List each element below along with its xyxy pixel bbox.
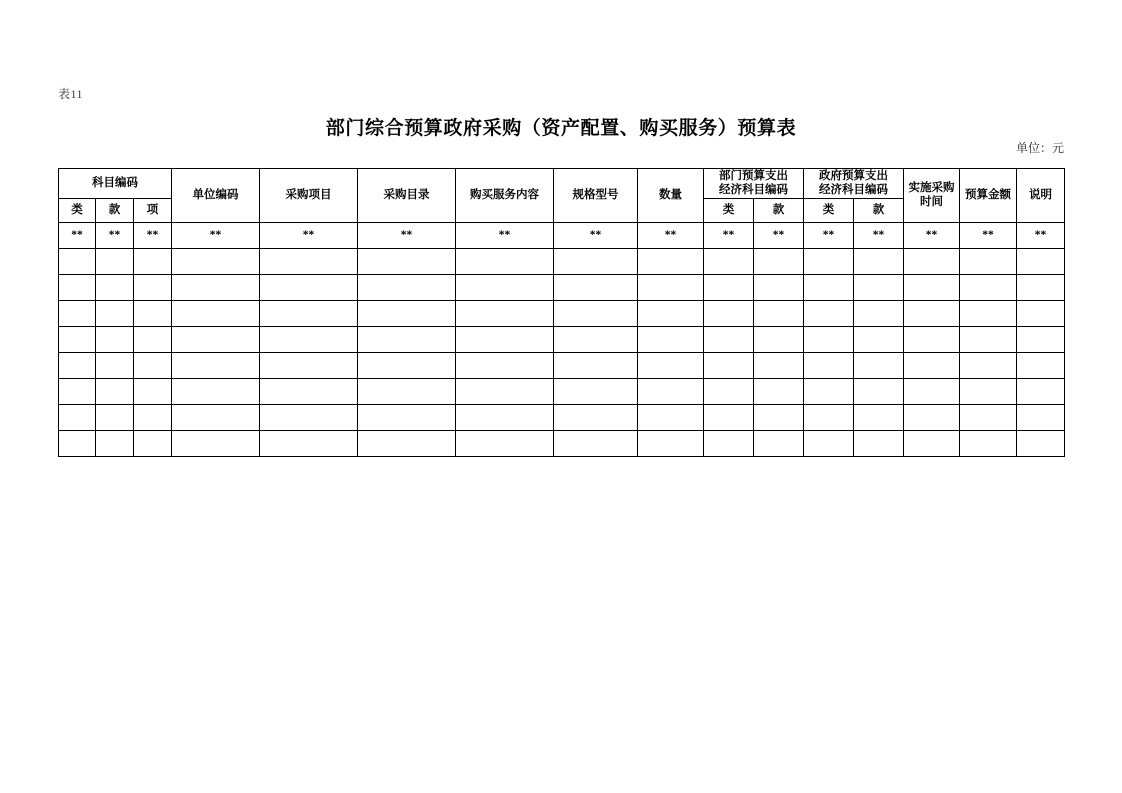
cell-subject-class[interactable] bbox=[59, 378, 96, 404]
cell-remark[interactable] bbox=[1017, 430, 1065, 456]
table-row bbox=[59, 378, 1065, 404]
cell-gov-budget-class[interactable] bbox=[804, 378, 854, 404]
cell-gov-budget-section[interactable] bbox=[854, 274, 904, 300]
cell-gov-budget-section[interactable] bbox=[854, 300, 904, 326]
cell-subject-class[interactable] bbox=[59, 248, 96, 274]
cell-subject-section[interactable]: ** bbox=[96, 222, 134, 248]
cell-subject-item[interactable] bbox=[134, 352, 172, 378]
cell-remark[interactable]: ** bbox=[1017, 222, 1065, 248]
header-subject-code-section: 款 bbox=[96, 198, 134, 222]
budget-table bbox=[58, 168, 1065, 457]
cell-quantity[interactable] bbox=[638, 430, 704, 456]
cell-spec-model[interactable] bbox=[554, 248, 638, 274]
cell-budget-amount[interactable] bbox=[960, 274, 1017, 300]
header-implement-time-line1: 实施采购 bbox=[908, 182, 955, 194]
cell-service-content[interactable] bbox=[456, 300, 554, 326]
cell-purchase-catalog[interactable] bbox=[358, 326, 456, 352]
cell-remark[interactable] bbox=[1017, 352, 1065, 378]
table-row bbox=[59, 404, 1065, 430]
cell-quantity[interactable] bbox=[638, 300, 704, 326]
cell-gov-budget-section[interactable] bbox=[854, 352, 904, 378]
cell-purchase-item[interactable] bbox=[260, 404, 358, 430]
cell-budget-amount[interactable] bbox=[960, 352, 1017, 378]
header-service-content: 购买服务内容 bbox=[456, 169, 554, 223]
unit-note: 单位：元 bbox=[1015, 141, 1064, 155]
header-quantity: 数量 bbox=[638, 169, 704, 223]
table-row bbox=[59, 352, 1065, 378]
cell-gov-budget-section[interactable] bbox=[854, 326, 904, 352]
header-gov-budget-section: 款 bbox=[854, 198, 904, 222]
cell-subject-class[interactable] bbox=[59, 352, 96, 378]
cell-subject-class[interactable] bbox=[59, 430, 96, 456]
cell-remark[interactable] bbox=[1017, 274, 1065, 300]
header-remark: 说明 bbox=[1017, 169, 1065, 223]
cell-service-content[interactable] bbox=[456, 248, 554, 274]
cell-gov-budget-section[interactable] bbox=[854, 404, 904, 430]
header-implement-time-line2: 时间 bbox=[920, 196, 944, 209]
cell-quantity[interactable] bbox=[638, 404, 704, 430]
cell-subject-item[interactable] bbox=[134, 300, 172, 326]
cell-service-content[interactable]: ** bbox=[456, 222, 554, 248]
cell-subject-item[interactable] bbox=[134, 326, 172, 352]
cell-budget-amount[interactable] bbox=[960, 430, 1017, 456]
cell-spec-model[interactable] bbox=[554, 352, 638, 378]
cell-purchase-catalog[interactable] bbox=[358, 404, 456, 430]
cell-service-content[interactable] bbox=[456, 378, 554, 404]
cell-dept-budget-class[interactable] bbox=[704, 352, 754, 378]
cell-subject-class[interactable]: ** bbox=[59, 222, 96, 248]
cell-budget-amount[interactable] bbox=[960, 248, 1017, 274]
cell-dept-budget-class[interactable] bbox=[704, 404, 754, 430]
header-implement-time bbox=[904, 169, 960, 223]
cell-gov-budget-section[interactable] bbox=[854, 378, 904, 404]
header-purchase-catalog: 采购目录 bbox=[358, 169, 456, 223]
cell-gov-budget-class[interactable] bbox=[804, 352, 854, 378]
cell-gov-budget-section[interactable] bbox=[854, 430, 904, 456]
cell-service-content[interactable] bbox=[456, 274, 554, 300]
cell-purchase-item[interactable] bbox=[260, 430, 358, 456]
cell-dept-budget-class[interactable]: ** bbox=[704, 222, 754, 248]
cell-dept-budget-class[interactable] bbox=[704, 274, 754, 300]
cell-dept-budget-section[interactable] bbox=[754, 352, 804, 378]
cell-dept-budget-class[interactable] bbox=[704, 430, 754, 456]
cell-subject-item[interactable] bbox=[134, 430, 172, 456]
table-header-row-1 bbox=[59, 169, 1065, 199]
cell-spec-model[interactable] bbox=[554, 274, 638, 300]
cell-dept-budget-section[interactable] bbox=[754, 248, 804, 274]
cell-unit-code[interactable] bbox=[172, 430, 260, 456]
cell-gov-budget-class[interactable] bbox=[804, 300, 854, 326]
cell-remark[interactable] bbox=[1017, 326, 1065, 352]
cell-quantity[interactable] bbox=[638, 274, 704, 300]
cell-gov-budget-class[interactable] bbox=[804, 326, 854, 352]
cell-service-content[interactable] bbox=[456, 430, 554, 456]
cell-purchase-catalog[interactable] bbox=[358, 300, 456, 326]
cell-subject-class[interactable] bbox=[59, 300, 96, 326]
header-subject-code-group: 科目编码 bbox=[59, 169, 172, 199]
cell-spec-model[interactable]: ** bbox=[554, 222, 638, 248]
cell-gov-budget-class[interactable] bbox=[804, 274, 854, 300]
cell-dept-budget-class[interactable] bbox=[704, 300, 754, 326]
table-row bbox=[59, 222, 1065, 248]
header-gov-budget-line2: 经济科目编码 bbox=[819, 184, 889, 197]
cell-dept-budget-section[interactable] bbox=[754, 326, 804, 352]
table-row bbox=[59, 274, 1065, 300]
cell-subject-section[interactable] bbox=[96, 378, 134, 404]
cell-spec-model[interactable] bbox=[554, 300, 638, 326]
cell-remark[interactable] bbox=[1017, 300, 1065, 326]
cell-purchase-item[interactable] bbox=[260, 352, 358, 378]
cell-gov-budget-class[interactable] bbox=[804, 248, 854, 274]
cell-remark[interactable] bbox=[1017, 378, 1065, 404]
cell-subject-section[interactable] bbox=[96, 404, 134, 430]
table-row bbox=[59, 300, 1065, 326]
cell-gov-budget-section[interactable] bbox=[854, 248, 904, 274]
table-row bbox=[59, 248, 1065, 274]
cell-dept-budget-section[interactable]: ** bbox=[754, 222, 804, 248]
cell-implement-time[interactable] bbox=[904, 274, 960, 300]
cell-subject-class[interactable] bbox=[59, 274, 96, 300]
header-subject-code-class: 类 bbox=[59, 198, 96, 222]
cell-dept-budget-class[interactable] bbox=[704, 326, 754, 352]
cell-dept-budget-section[interactable] bbox=[754, 430, 804, 456]
cell-purchase-catalog[interactable] bbox=[358, 352, 456, 378]
header-gov-budget-group bbox=[804, 169, 904, 199]
cell-unit-code[interactable]: ** bbox=[172, 222, 260, 248]
cell-purchase-item[interactable] bbox=[260, 326, 358, 352]
cell-purchase-item[interactable] bbox=[260, 300, 358, 326]
cell-budget-amount[interactable] bbox=[960, 326, 1017, 352]
cell-quantity[interactable] bbox=[638, 378, 704, 404]
header-gov-budget-class: 类 bbox=[804, 198, 854, 222]
cell-purchase-item[interactable] bbox=[260, 274, 358, 300]
cell-purchase-catalog[interactable] bbox=[358, 378, 456, 404]
cell-subject-section[interactable] bbox=[96, 352, 134, 378]
cell-implement-time[interactable] bbox=[904, 404, 960, 430]
cell-spec-model[interactable] bbox=[554, 378, 638, 404]
cell-spec-model[interactable] bbox=[554, 404, 638, 430]
cell-subject-item[interactable] bbox=[134, 404, 172, 430]
header-dept-budget-section: 款 bbox=[754, 198, 804, 222]
cell-implement-time[interactable] bbox=[904, 300, 960, 326]
page-title: 部门综合预算政府采购（资产配置、购买服务）预算表 bbox=[325, 118, 797, 139]
form-number-label: 表11 bbox=[58, 87, 84, 101]
header-budget-amount: 预算金额 bbox=[960, 169, 1017, 223]
cell-service-content[interactable] bbox=[456, 404, 554, 430]
cell-implement-time[interactable] bbox=[904, 352, 960, 378]
header-dept-budget-line1: 部门预算支出 bbox=[719, 170, 789, 182]
cell-quantity[interactable] bbox=[638, 352, 704, 378]
cell-remark[interactable] bbox=[1017, 404, 1065, 430]
cell-dept-budget-section[interactable] bbox=[754, 378, 804, 404]
cell-unit-code[interactable] bbox=[172, 274, 260, 300]
cell-purchase-catalog[interactable] bbox=[358, 248, 456, 274]
header-purchase-item: 采购项目 bbox=[260, 169, 358, 223]
cell-quantity[interactable]: ** bbox=[638, 222, 704, 248]
cell-subject-item[interactable] bbox=[134, 248, 172, 274]
header-spec-model: 规格型号 bbox=[554, 169, 638, 223]
cell-implement-time[interactable] bbox=[904, 378, 960, 404]
cell-gov-budget-class[interactable]: ** bbox=[804, 222, 854, 248]
cell-budget-amount[interactable] bbox=[960, 300, 1017, 326]
table-row bbox=[59, 326, 1065, 352]
header-dept-budget-class: 类 bbox=[704, 198, 754, 222]
cell-gov-budget-class[interactable] bbox=[804, 430, 854, 456]
cell-subject-item[interactable]: ** bbox=[134, 222, 172, 248]
cell-purchase-catalog[interactable] bbox=[358, 430, 456, 456]
cell-purchase-item[interactable]: ** bbox=[260, 222, 358, 248]
cell-subject-item[interactable] bbox=[134, 378, 172, 404]
cell-quantity[interactable] bbox=[638, 248, 704, 274]
cell-service-content[interactable] bbox=[456, 326, 554, 352]
cell-subject-section[interactable] bbox=[96, 300, 134, 326]
cell-budget-amount[interactable]: ** bbox=[960, 222, 1017, 248]
cell-dept-budget-class[interactable] bbox=[704, 248, 754, 274]
cell-quantity[interactable] bbox=[638, 326, 704, 352]
cell-purchase-item[interactable] bbox=[260, 248, 358, 274]
cell-gov-budget-section[interactable]: ** bbox=[854, 222, 904, 248]
cell-subject-section[interactable] bbox=[96, 274, 134, 300]
table-row bbox=[59, 430, 1065, 456]
cell-subject-item[interactable] bbox=[134, 274, 172, 300]
cell-unit-code[interactable] bbox=[172, 404, 260, 430]
cell-gov-budget-class[interactable] bbox=[804, 404, 854, 430]
cell-unit-code[interactable] bbox=[172, 352, 260, 378]
cell-subject-class[interactable] bbox=[59, 404, 96, 430]
cell-subject-section[interactable] bbox=[96, 248, 134, 274]
cell-budget-amount[interactable] bbox=[960, 378, 1017, 404]
cell-purchase-catalog[interactable]: ** bbox=[358, 222, 456, 248]
cell-dept-budget-section[interactable] bbox=[754, 274, 804, 300]
cell-subject-class[interactable] bbox=[59, 326, 96, 352]
cell-implement-time[interactable] bbox=[904, 430, 960, 456]
cell-implement-time[interactable] bbox=[904, 326, 960, 352]
cell-remark[interactable] bbox=[1017, 248, 1065, 274]
cell-spec-model[interactable] bbox=[554, 430, 638, 456]
cell-spec-model[interactable] bbox=[554, 326, 638, 352]
cell-purchase-catalog[interactable] bbox=[358, 274, 456, 300]
header-subject-code-item: 项 bbox=[134, 198, 172, 222]
cell-unit-code[interactable] bbox=[172, 378, 260, 404]
cell-dept-budget-section[interactable] bbox=[754, 300, 804, 326]
cell-unit-code[interactable] bbox=[172, 300, 260, 326]
cell-dept-budget-class[interactable] bbox=[704, 378, 754, 404]
header-dept-budget-line2: 经济科目编码 bbox=[719, 184, 789, 197]
cell-unit-code[interactable] bbox=[172, 326, 260, 352]
cell-subject-section[interactable] bbox=[96, 430, 134, 456]
header-gov-budget-line1: 政府预算支出 bbox=[819, 170, 889, 182]
cell-service-content[interactable] bbox=[456, 352, 554, 378]
cell-subject-section[interactable] bbox=[96, 326, 134, 352]
cell-implement-time[interactable]: ** bbox=[904, 222, 960, 248]
header-unit-code: 单位编码 bbox=[172, 169, 260, 223]
cell-dept-budget-section[interactable] bbox=[754, 404, 804, 430]
cell-budget-amount[interactable] bbox=[960, 404, 1017, 430]
cell-purchase-item[interactable] bbox=[260, 378, 358, 404]
cell-unit-code[interactable] bbox=[172, 248, 260, 274]
header-dept-budget-group bbox=[704, 169, 804, 199]
cell-implement-time[interactable] bbox=[904, 248, 960, 274]
